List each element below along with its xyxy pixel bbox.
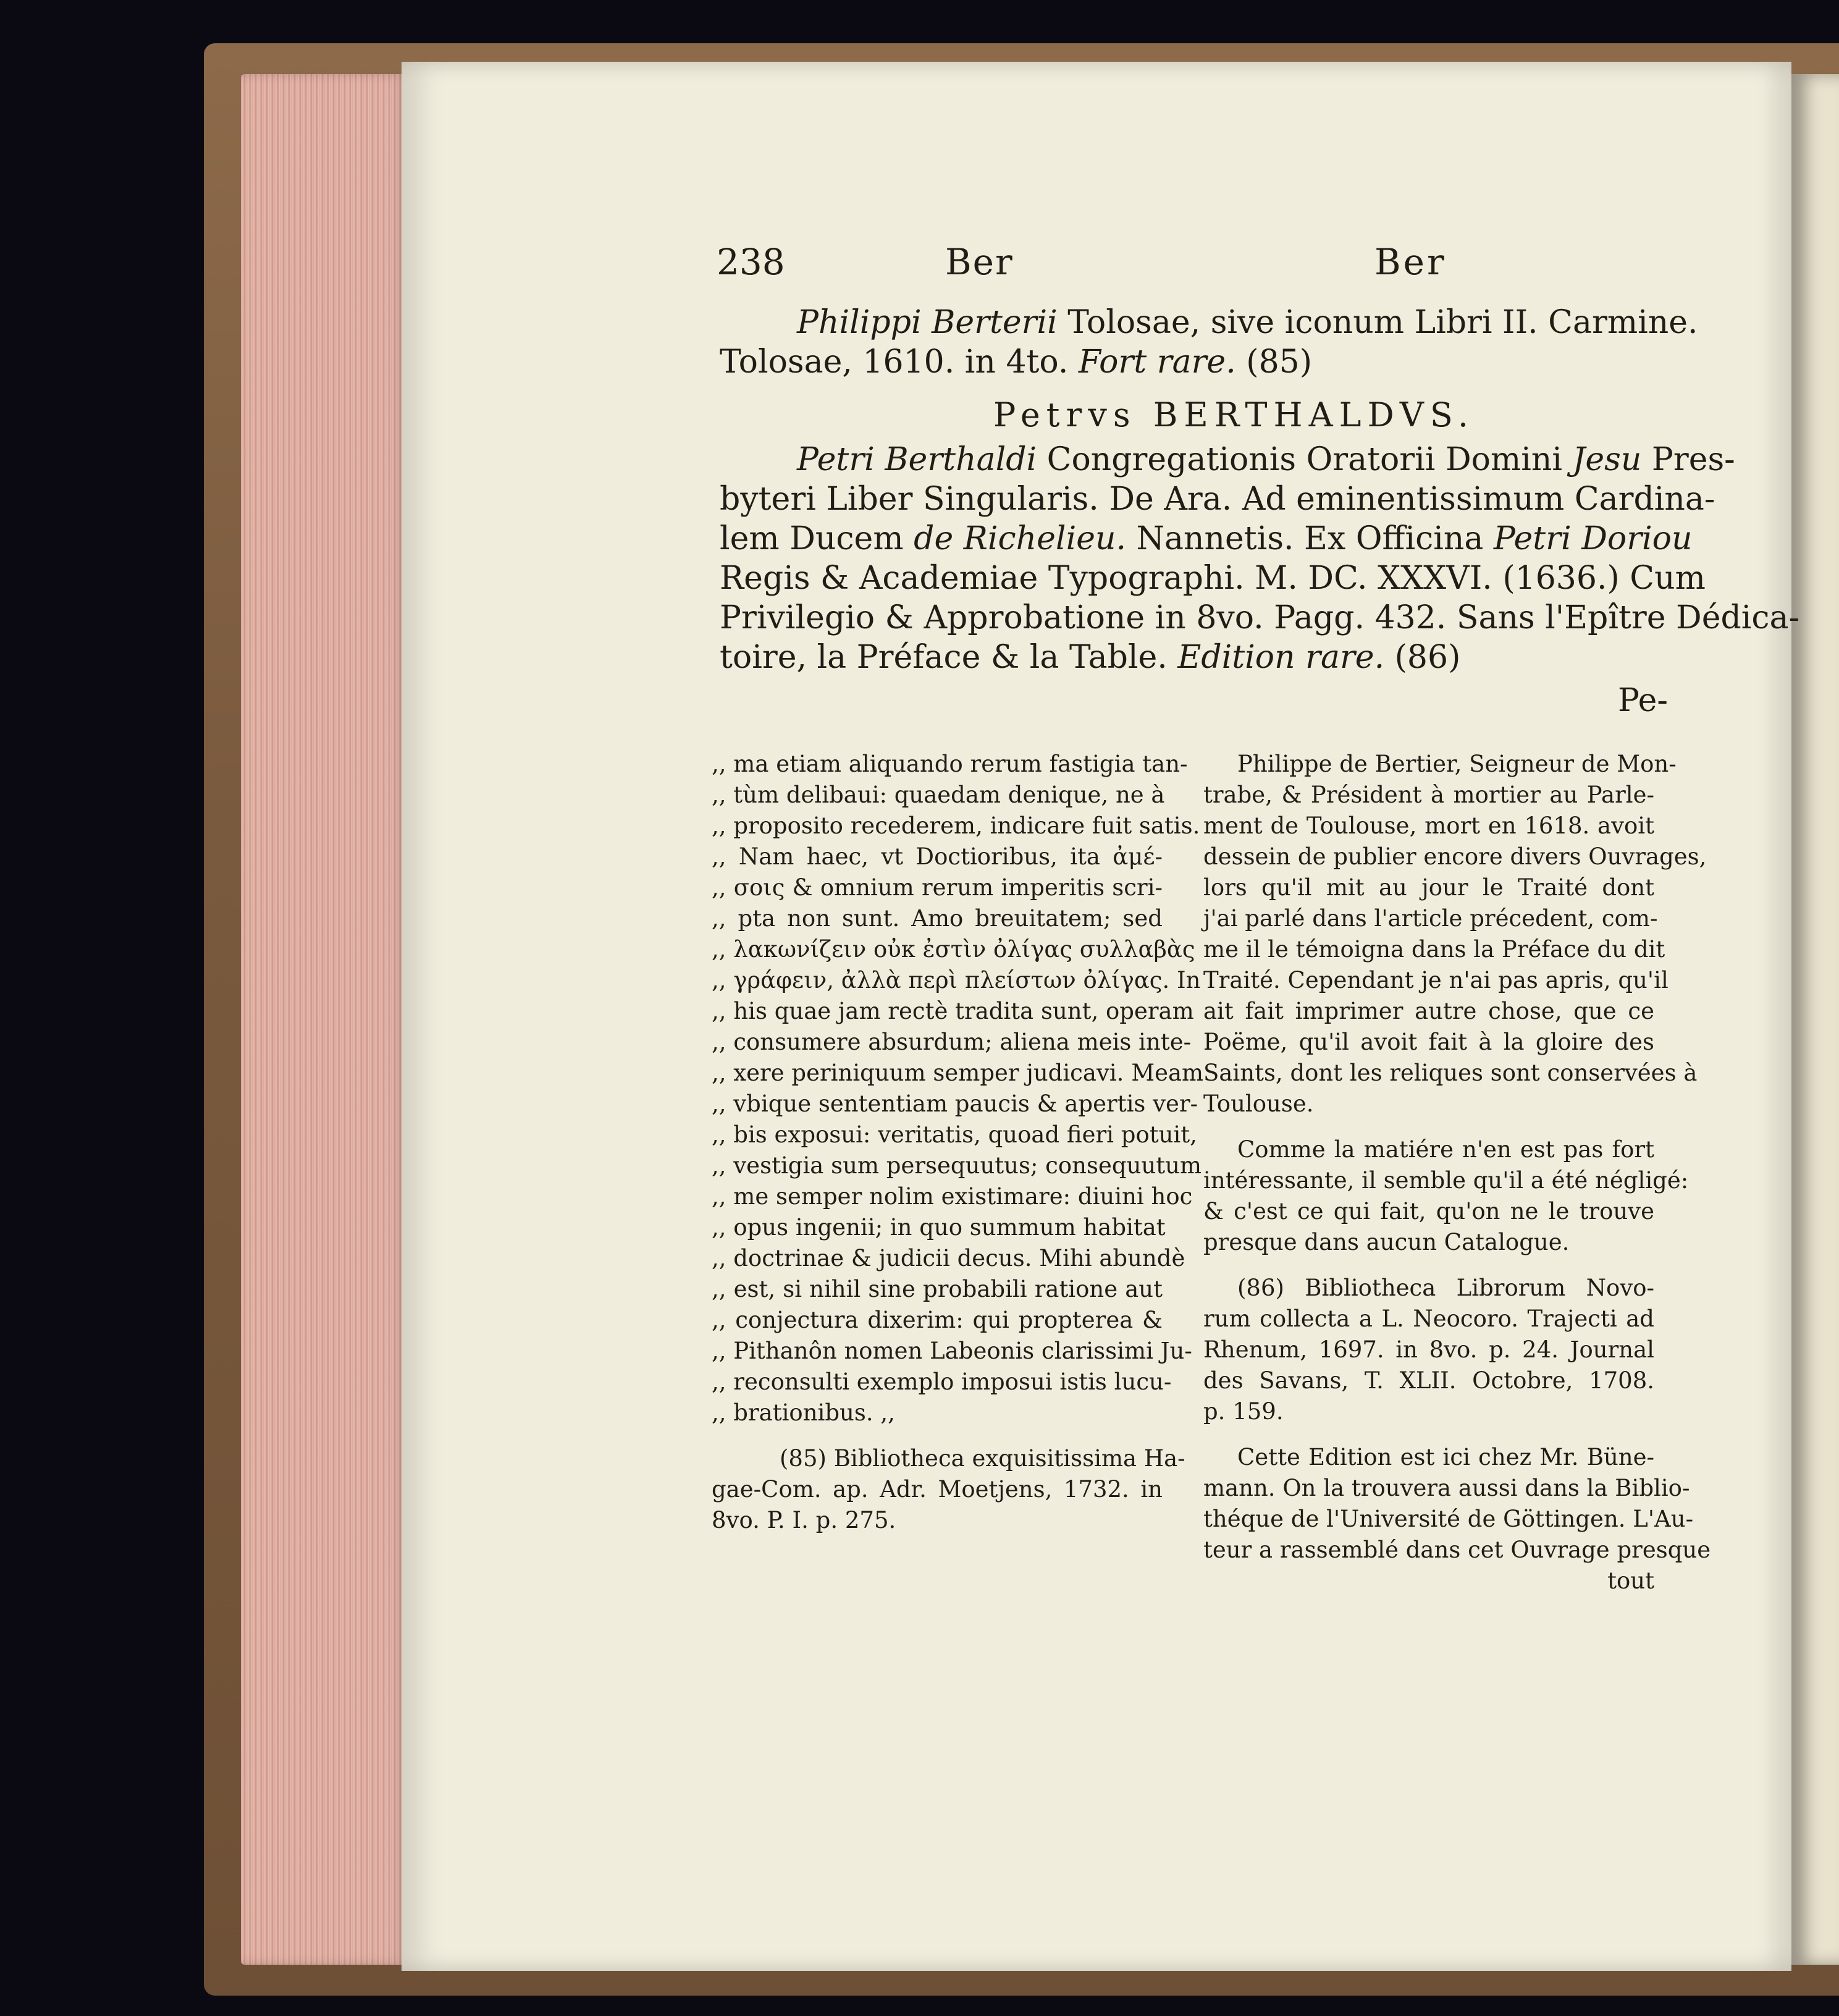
page-number: 238	[717, 241, 785, 283]
entry-85	[720, 303, 1698, 382]
footnote-85-line: gae-Com. ap. Adr. Moetjens, 1732. in	[712, 1476, 1163, 1503]
quote-line: ,, Nam haec, vt Doctioribus, ita ἀμέ-	[712, 843, 1163, 870]
entry-86-line: toire, la Préface & la Table. Edition rare. (86)	[720, 639, 1461, 676]
quote-line: ,, brationibus. ,,	[712, 1399, 895, 1426]
footnote-86-line: rum collecta a L. Neocoro. Trajecti ad	[1203, 1305, 1654, 1332]
entry-86-line: Regis & Academiae Typographi. M. DC. XXXVI. (1636.) Cum	[720, 560, 1706, 597]
paragraph-line: trabe, & Président à mortier au Parle-	[1203, 782, 1654, 808]
footnote-86-line: (86) Bibliotheca Librorum Novo-	[1237, 1275, 1654, 1301]
quote-line: ,, xere periniquum semper judicavi. Meam	[712, 1060, 1204, 1086]
paragraph-bertier	[1203, 749, 1707, 1120]
paragraph-catalogue	[1203, 1134, 1689, 1258]
entry-86-line: Petri Berthaldi Congregationis Oratorii Domini Jesu Pres-	[797, 441, 1735, 478]
footnote-85-line: (85) Bibliotheca exquisitissima Ha-	[780, 1445, 1185, 1472]
quote-line: ,, tùm delibaui: quaedam denique, ne à	[712, 782, 1165, 808]
quote-line: ,, λακωνίζειν οὐκ ἐστὶν ὀλίγας συλλαβὰς	[712, 936, 1195, 963]
facing-page-edge	[1791, 74, 1839, 1965]
quote-line: ,, consumere absurdum; aliena meis inte-	[712, 1029, 1192, 1055]
entry-86-line: byteri Liber Singularis. De Ara. Ad eminentissimum Cardina-	[720, 481, 1715, 518]
paragraph-line: teur a rassemblé dans cet Ouvrage presque	[1203, 1537, 1711, 1563]
section-heading: Petrvs BERTHALDVS.	[993, 395, 1475, 434]
footnote-86-line: Rhenum, 1697. in 8vo. p. 24. Journal	[1203, 1336, 1654, 1363]
column-catchword: tout	[1607, 1567, 1654, 1594]
quote-line: ,, conjectura dixerim: qui propterea &	[712, 1307, 1163, 1333]
quote-line: ,, bis exposui: veritatis, quoad fieri potuit,	[712, 1121, 1197, 1148]
paragraph-line: Poëme, qu'il avoit fait à la gloire des	[1203, 1029, 1654, 1055]
paragraph-line: dessein de publier encore divers Ouvrages,	[1203, 843, 1707, 870]
quote-line: ,, doctrinae & judicii decus. Mihi abundè	[712, 1245, 1185, 1272]
paragraph-line: & c'est ce qui fait, qu'on ne le trouve	[1203, 1198, 1654, 1225]
paragraph-line: Traité. Cependant je n'ai pas apris, qu'il	[1203, 967, 1669, 993]
quote-line: ,, vbique sententiam paucis & apertis ver-	[712, 1090, 1198, 1117]
quote-line: ,, proposito recederem, indicare fuit satis.	[712, 812, 1200, 839]
quote-line: ,, me semper nolim existimare: diuini hoc	[712, 1183, 1193, 1210]
paragraph-line: intéressante, il semble qu'il a été négligé:	[1203, 1167, 1689, 1194]
paragraph-line: théque de l'Université de Göttingen. L'Au-	[1203, 1506, 1694, 1532]
quote-line: ,, vestigia sum persequutus; consequutum	[712, 1152, 1202, 1179]
footnote-85	[712, 1443, 1185, 1536]
paragraph-line: me il le témoigna dans la Préface du dit	[1203, 936, 1665, 963]
entry-86-line: Privilegio & Approbatione in 8vo. Pagg. 432. Sans l'Epître Dédica-	[720, 599, 1800, 636]
entry-86	[720, 440, 1800, 677]
quote-line: ,, γράφειν, ἀλλὰ περὶ πλείστων ὀλίγας. In	[712, 967, 1201, 993]
running-head-right: Ber	[1374, 241, 1447, 283]
paragraph-line: Philippe de Bertier, Seigneur de Mon-	[1237, 751, 1677, 777]
running-head-left: Ber	[945, 241, 1014, 283]
page-edges	[241, 74, 408, 1965]
entry-86-line: lem Ducem de Richelieu. Nannetis. Ex Officina Petri Doriou	[720, 520, 1693, 557]
quote-line: ,, Pithanôn nomen Labeonis clarissimi Ju-	[712, 1338, 1192, 1364]
footnote-85-line: 8vo. P. I. p. 275.	[712, 1507, 896, 1533]
quote-line: ,, his quae jam rectè tradita sunt, operam	[712, 998, 1194, 1024]
paragraph-edition	[1203, 1442, 1711, 1566]
footnote-86	[1203, 1273, 1654, 1427]
paragraph-line: lors qu'il mit au jour le Traité dont	[1203, 874, 1654, 901]
paragraph-line: ait fait imprimer autre chose, que ce	[1203, 998, 1654, 1024]
latin-quotation	[712, 749, 1204, 1428]
left-column	[712, 749, 1204, 1536]
right-column	[1203, 749, 1711, 1596]
paragraph-line: ment de Toulouse, mort en 1618. avoit	[1203, 812, 1654, 839]
catchword: Pe-	[1618, 682, 1668, 719]
quote-line: ,, ma etiam aliquando rerum fastigia tan-	[712, 751, 1188, 777]
quote-line: ,, σοις & omnium rerum imperitis scri-	[712, 874, 1163, 901]
footnote-86-line: p. 159.	[1203, 1398, 1284, 1425]
paragraph-line: mann. On la trouvera aussi dans la Biblio-	[1203, 1475, 1690, 1501]
quote-line: ,, reconsulti exemplo imposui istis lucu-	[712, 1369, 1172, 1395]
entry-85-line: Philippi Berterii Tolosae, sive iconum Libri II. Carmine.	[797, 304, 1698, 341]
quote-line: ,, opus ingenii; in quo summum habitat	[712, 1214, 1166, 1241]
quote-line: ,, est, si nihil sine probabili ratione aut	[712, 1276, 1163, 1302]
quote-line: ,, pta non sunt. Amo breuitatem; sed	[712, 905, 1163, 932]
paragraph-line: Saints, dont les reliques sont conservées à	[1203, 1060, 1698, 1086]
paragraph-line: Toulouse.	[1203, 1090, 1314, 1117]
paragraph-line: Comme la matiére n'en est pas fort	[1237, 1136, 1654, 1163]
main-entries	[720, 303, 1800, 720]
entry-85-line: Tolosae, 1610. in 4to. Fort rare. (85)	[720, 344, 1313, 381]
paragraph-line: j'ai parlé dans l'article précedent, com-	[1203, 905, 1658, 932]
paragraph-line: Cette Edition est ici chez Mr. Büne-	[1237, 1444, 1654, 1470]
paragraph-line: presque dans aucun Catalogue.	[1203, 1229, 1570, 1255]
footnote-86-line: des Savans, T. XLII. Octobre, 1708.	[1203, 1367, 1654, 1394]
